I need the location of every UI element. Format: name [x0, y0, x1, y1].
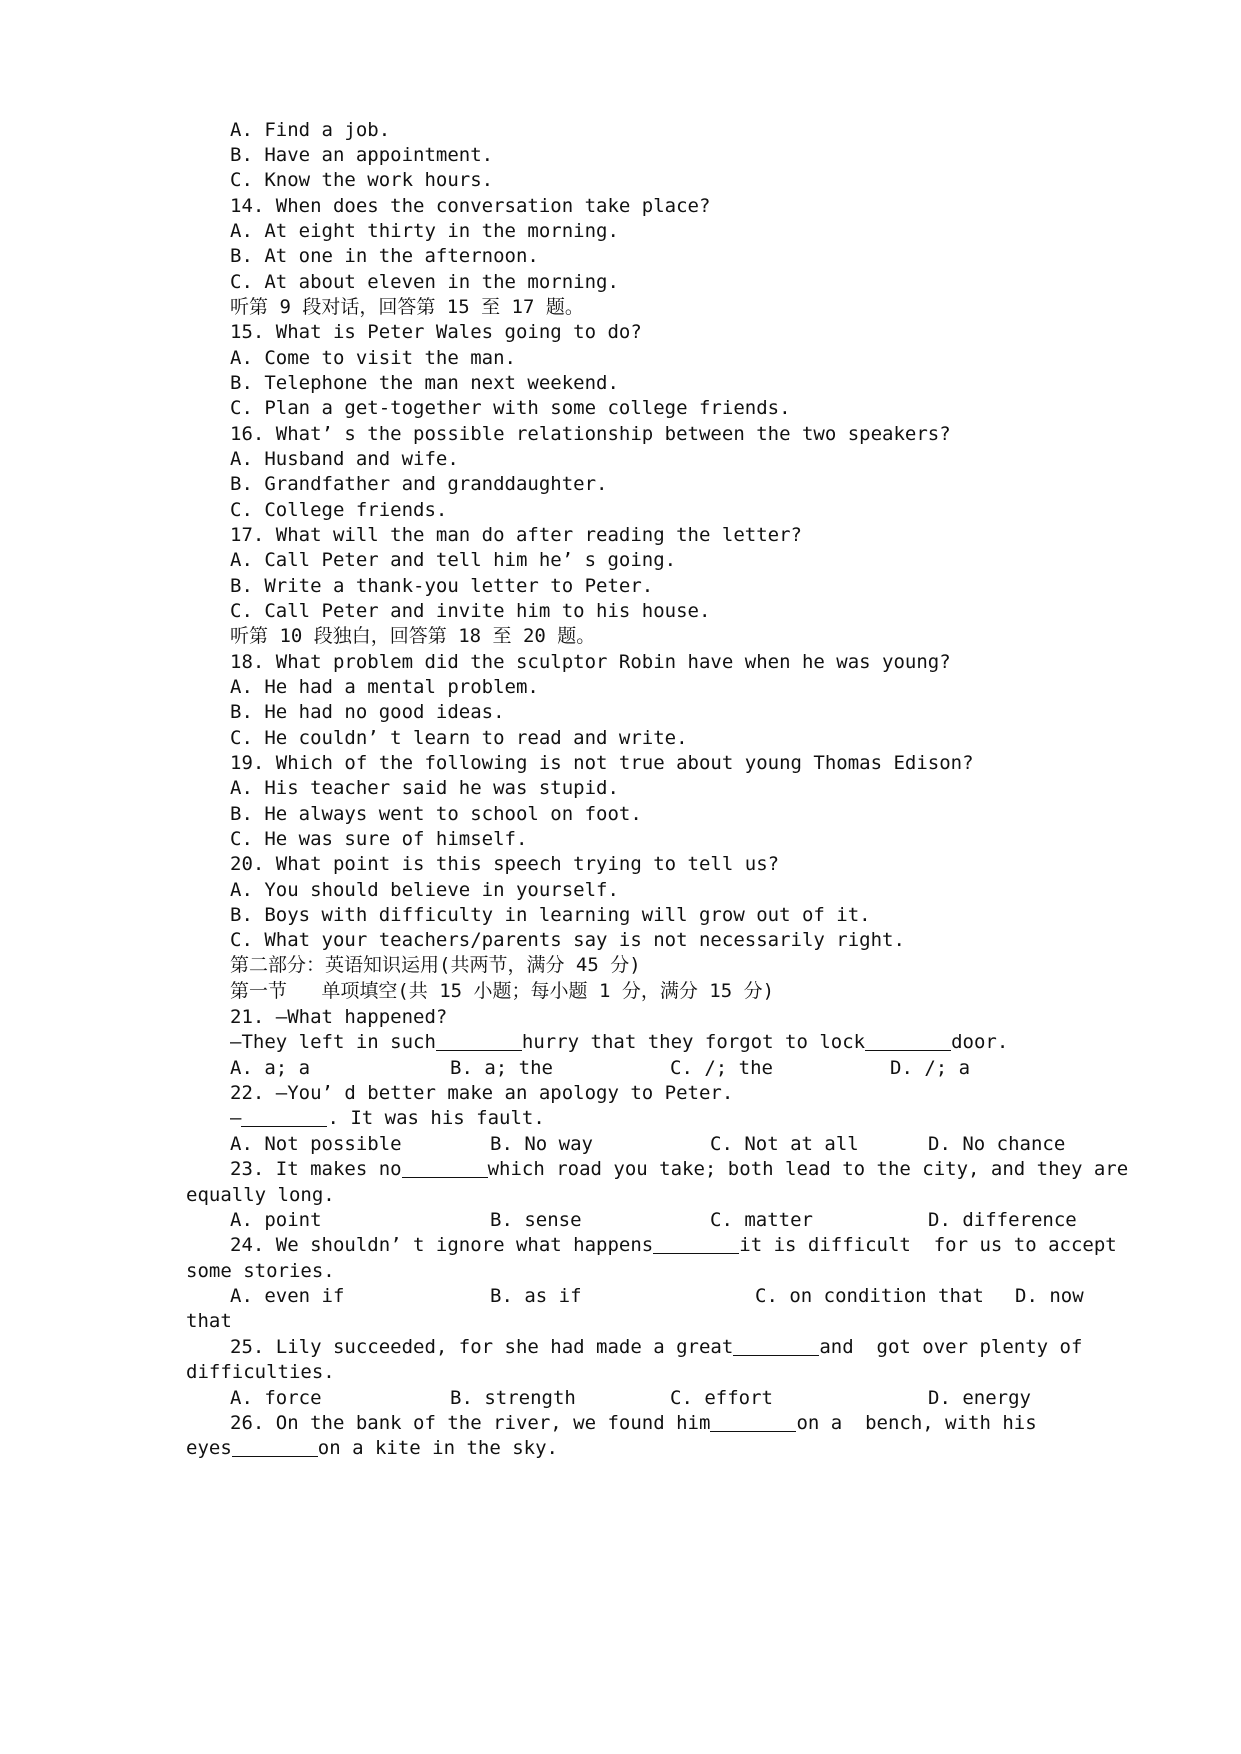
option-d: D. energy — [928, 1387, 1031, 1409]
option-line: B. Telephone the man next weekend. — [230, 372, 619, 394]
question-25-cont: difficulties. — [186, 1361, 335, 1383]
answer-blank — [865, 1032, 951, 1051]
option-line: A. Find a job. — [230, 119, 391, 141]
section-instruction: 听第 9 段对话，回答第 15 至 17 题。 — [230, 296, 584, 318]
question-26: 26. On the bank of the river, we found him on a bench, with his — [230, 1412, 1037, 1434]
option-b: B. sense — [490, 1209, 582, 1231]
question-22: 22. —You’ d better make an apology to Peter. — [230, 1082, 734, 1104]
option-a: A. point — [230, 1209, 322, 1231]
option-c: C. Not at all — [710, 1133, 859, 1155]
option-line: A. You should believe in yourself. — [230, 879, 619, 901]
question-15: 15. What is Peter Wales going to do? — [230, 321, 642, 343]
option-d: D. difference — [928, 1209, 1077, 1231]
question-23: 23. It makes no which road you take; both lead to the city, and they are — [230, 1158, 1129, 1180]
option-line: B. He always went to school on foot. — [230, 803, 642, 825]
question-24: 24. We shouldn’ t ignore what happens it is difficult for us to accept — [230, 1234, 1117, 1256]
option-line: C. He was sure of himself. — [230, 828, 528, 850]
option-line: B. He had no good ideas. — [230, 701, 505, 723]
option-line: B. Grandfather and granddaughter. — [230, 473, 608, 495]
option-a: A. a; a — [230, 1057, 311, 1079]
option-c: C. /; the — [670, 1057, 773, 1079]
question-14: 14. When does the conversation take place? — [230, 195, 711, 217]
option-line: C. Plan a get-together with some college friends. — [230, 397, 791, 419]
question-22-reply: — . It was his fault. — [230, 1107, 545, 1129]
option-line: B. At one in the afternoon. — [230, 245, 539, 267]
question-16: 16. What’ s the possible relationship between the two speakers? — [230, 423, 951, 445]
answer-blank — [436, 1032, 522, 1051]
option-b: B. No way — [490, 1133, 593, 1155]
answer-blank — [733, 1337, 819, 1356]
question-21: 21. —What happened? — [230, 1006, 448, 1028]
answer-blank — [232, 1438, 318, 1457]
option-a: A. even if — [230, 1285, 345, 1307]
part-heading: 第二部分：英语知识运用(共两节，满分 45 分) — [230, 954, 641, 976]
option-c: C. on condition that — [755, 1285, 984, 1307]
option-line: A. Husband and wife. — [230, 448, 459, 470]
section-instruction: 听第 10 段独白，回答第 18 至 20 题。 — [230, 625, 596, 647]
option-d: D. now — [1015, 1285, 1084, 1307]
option-line: B. Have an appointment. — [230, 144, 494, 166]
option-a: A. force — [230, 1387, 322, 1409]
question-21-line: —They left in such hurry that they forgot to lock door. — [230, 1031, 1009, 1053]
option-line: C. What your teachers/parents say is not necessarily right. — [230, 929, 905, 951]
question-26-cont: eyes on a kite in the sky. — [186, 1437, 558, 1459]
option-line: C. At about eleven in the morning. — [230, 271, 619, 293]
question-24-cont: some stories. — [186, 1260, 335, 1282]
option-d-cont: that — [186, 1310, 232, 1332]
option-line: A. Come to visit the man. — [230, 347, 516, 369]
question-23-cont: equally long. — [186, 1184, 335, 1206]
answer-blank — [710, 1413, 796, 1432]
option-d: D. No chance — [928, 1133, 1066, 1155]
option-a: A. Not possible — [230, 1133, 402, 1155]
option-c: C. effort — [670, 1387, 773, 1409]
answer-blank — [241, 1108, 327, 1127]
answer-blank — [653, 1235, 739, 1254]
option-line: A. He had a mental problem. — [230, 676, 539, 698]
question-25: 25. Lily succeeded, for she had made a great and got over plenty of — [230, 1336, 1083, 1358]
section-heading: 第一节 单项填空(共 15 小题；每小题 1 分，满分 15 分) — [230, 980, 775, 1002]
option-b: B. a; the — [450, 1057, 553, 1079]
question-19: 19. Which of the following is not true about young Thomas Edison? — [230, 752, 974, 774]
option-line: C. College friends. — [230, 499, 448, 521]
question-20: 20. What point is this speech trying to tell us? — [230, 853, 780, 875]
option-line: C. Call Peter and invite him to his house. — [230, 600, 711, 622]
option-line: C. Know the work hours. — [230, 169, 494, 191]
option-line: B. Write a thank-you letter to Peter. — [230, 575, 654, 597]
option-line: A. At eight thirty in the morning. — [230, 220, 619, 242]
question-17: 17. What will the man do after reading the letter? — [230, 524, 802, 546]
option-line: A. Call Peter and tell him he’ s going. — [230, 549, 677, 571]
option-d: D. /; a — [890, 1057, 971, 1079]
answer-blank — [402, 1159, 488, 1178]
option-line: C. He couldn’ t learn to read and write. — [230, 727, 688, 749]
question-18: 18. What problem did the sculptor Robin have when he was young? — [230, 651, 951, 673]
option-line: A. His teacher said he was stupid. — [230, 777, 619, 799]
option-b: B. strength — [450, 1387, 576, 1409]
option-b: B. as if — [490, 1285, 582, 1307]
option-line: B. Boys with difficulty in learning will grow out of it. — [230, 904, 871, 926]
option-c: C. matter — [710, 1209, 813, 1231]
